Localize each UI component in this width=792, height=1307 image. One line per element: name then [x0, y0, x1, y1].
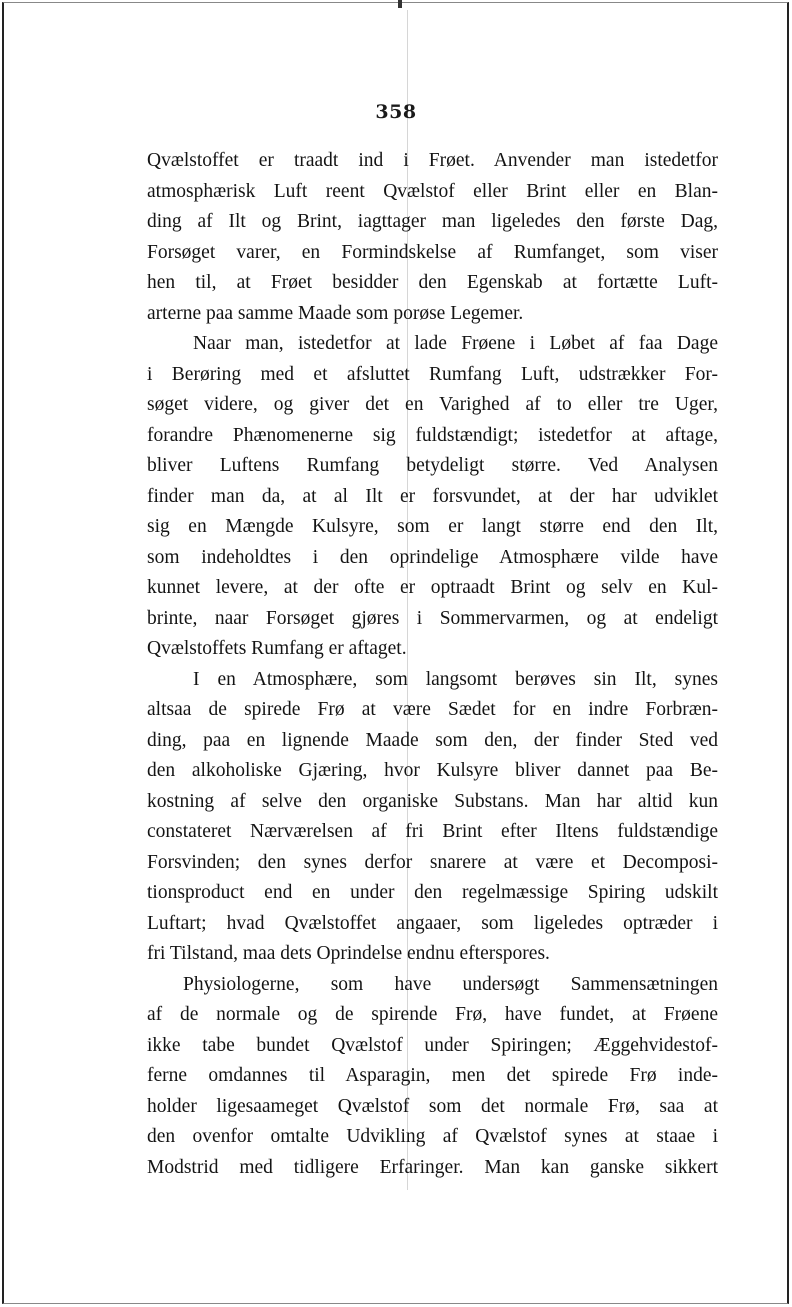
text-line: constateret Nærværelsen af fri Brint efter Iltens fuldstændige — [147, 821, 718, 842]
text-line: søget videre, og giver det en Varighed af to eller tre Uger, — [147, 394, 718, 415]
text-line: den ovenfor omtalte Udvikling af Qvælstof synes at staae i — [147, 1126, 718, 1147]
text-line: kunnet levere, at der ofte er optraadt Brint og selv en Kul- — [147, 577, 718, 598]
text-line: brinte, naar Forsøget gjøres i Sommervarmen, og at endeligt — [147, 607, 718, 629]
text-line: ferne omdannes til Asparagin, men det spirede Frø inde- — [147, 1065, 718, 1086]
text-line: ding, paa en lignende Maade som den, der finder Sted ved — [147, 729, 718, 751]
paragraph-start-line: Physiologerne, som have undersøgt Sammensætningen — [183, 973, 718, 995]
text-line: altsaa de spirede Frø at være Sædet for en indre Forbræn- — [147, 699, 718, 720]
text-line: Qvælstoffets Rumfang er aftaget. — [147, 638, 407, 659]
text-line: Forsøget varer, en Formindskelse af Rumfanget, som viser — [147, 241, 718, 263]
text-line: bliver Luftens Rumfang betydeligt større. Ved Analysen — [147, 455, 718, 476]
text-line: Forsvinden; den synes derfor snarere at være et Decomposi- — [147, 851, 718, 873]
text-line: den alkoholiske Gjæring, hvor Kulsyre bliver dannet paa Be- — [147, 760, 718, 781]
text-line: ikke tabe bundet Qvælstof under Spiringen; Æggehvidestof- — [147, 1034, 718, 1056]
text-line: i Berøring med et afsluttet Rumfang Luft, udstrækker For- — [147, 363, 718, 385]
text-line: fri Tilstand, maa dets Oprindelse endnu efterspores. — [147, 943, 550, 964]
text-line: kostning af selve den organiske Substans. Man har altid kun — [147, 790, 718, 812]
body-text — [147, 146, 718, 1183]
text-line: forandre Phænomenerne sig fuldstændigt; istedetfor at aftage, — [147, 424, 718, 446]
text-line: atmosphærisk Luft reent Qvælstof eller Brint eller en Blan- — [147, 180, 718, 202]
text-line: tionsproduct end en under den regelmæssige Spiring udskilt — [147, 882, 718, 903]
text-line: Modstrid med tidligere Erfaringer. Man kan ganske sikkert — [147, 1156, 718, 1178]
text-line: Qvælstoffet er traadt ind i Frøet. Anvender man istedetfor — [147, 150, 718, 171]
text-line: af de normale og de spirende Frø, have fundet, at Frøene — [147, 1004, 718, 1025]
binding-mark — [398, 0, 402, 8]
paragraph-start-line: Naar man, istedetfor at lade Frøene i Løbet af faa Dage — [193, 333, 718, 354]
text-line: holder ligesaameget Qvælstof som det normale Frø, saa at — [147, 1095, 718, 1117]
page-number: 358 — [375, 101, 417, 123]
text-line: sig en Mængde Kulsyre, som er langt større end den Ilt, — [147, 516, 718, 537]
text-line: som indeholdtes i den oprindelige Atmosphære vilde have — [147, 546, 718, 568]
text-line: arterne paa samme Maade som porøse Legemer. — [147, 302, 524, 324]
text-line: ding af Ilt og Brint, iagttager man ligeledes den første Dag, — [147, 211, 718, 232]
text-line: Luftart; hvad Qvælstoffet angaaer, som ligeledes optræder i — [147, 912, 718, 934]
text-line: finder man da, at al Ilt er forsvundet, at der har udviklet — [147, 485, 718, 507]
text-line: hen til, at Frøet besidder den Egenskab at fortætte Luft- — [147, 272, 718, 293]
paragraph-start-line: I en Atmosphære, som langsomt berøves sin Ilt, synes — [193, 668, 718, 690]
